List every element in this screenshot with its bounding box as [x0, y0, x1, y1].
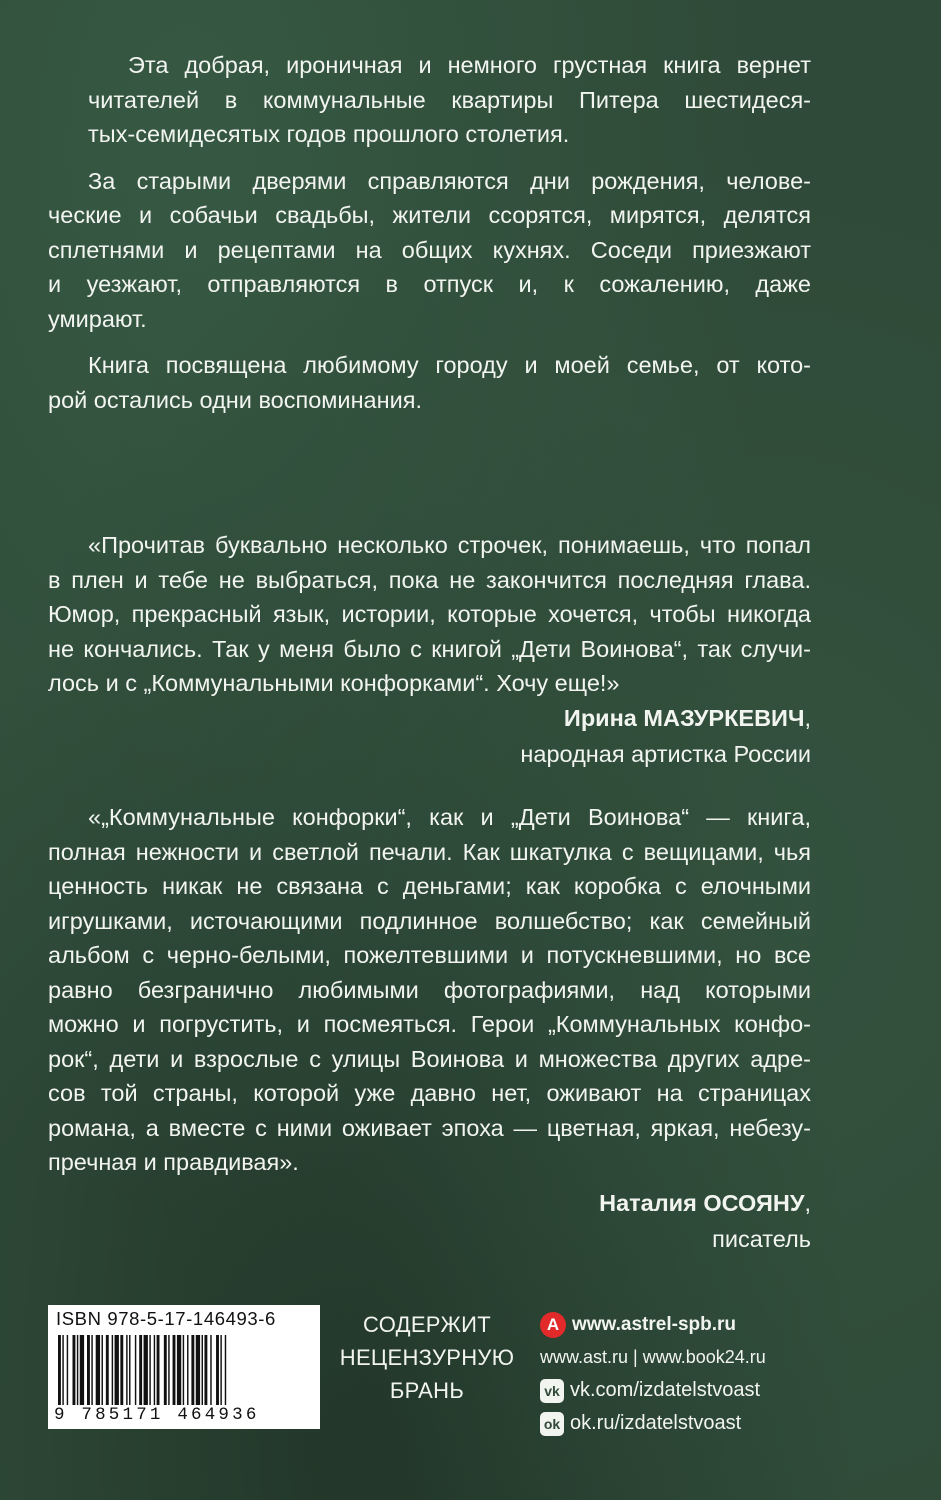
text-line: сплетнями и рецептами на общих кухнях. Соседи приезжают: [48, 236, 811, 263]
barcode-bar: [187, 1335, 188, 1405]
text-line: можно и погрустить, и посмеяться. Герои „Коммунальных конфо-: [48, 1011, 811, 1037]
barcode-digits: 9 785171 464936: [54, 1405, 260, 1425]
text-line: полная нежности и светлой печали. Как шкатулка с вещицами, чья: [48, 838, 811, 865]
text-line: умирают.: [48, 305, 147, 332]
text-line: «Прочитав буквально несколько строчек, понимаешь, что попал: [88, 532, 811, 558]
text-line: не кончались. Так у меня было с книгой „Дети Воинова“, так случи-: [48, 635, 811, 662]
annotation-paragraph-2: [48, 164, 811, 337]
vk-row: [540, 1374, 815, 1407]
review-1: [48, 528, 811, 772]
barcode-bar: [139, 1335, 142, 1405]
text-line: читателей в коммунальные квартиры Питера шестидеся-: [88, 86, 811, 113]
comma: ,: [804, 704, 811, 731]
barcode-bar: [80, 1335, 84, 1405]
barcode-bar: [77, 1335, 78, 1405]
barcode-bar: [62, 1335, 63, 1405]
ok-link[interactable]: ok.ru/izdatelstvoast: [570, 1412, 742, 1434]
review-1-author: Ирина МАЗУРКЕВИЧ: [563, 704, 805, 731]
review-1-attribution: [48, 700, 811, 772]
warning-line: СОДЕРЖИТ: [363, 1312, 491, 1337]
ast-logo-icon: А: [540, 1312, 566, 1338]
text-line: Юмор, прекрасный язык, истории, которые хочется, чтобы никогда: [48, 601, 811, 627]
text-line: рок“, дети и взрослые с улицы Воинова и множества других адре-: [48, 1045, 811, 1072]
sites-link[interactable]: www.ast.ru | www.book24.ru: [540, 1347, 766, 1367]
review-2-role: писатель: [712, 1225, 811, 1252]
vk-icon: vk: [540, 1379, 564, 1403]
warning-line: БРАНЬ: [389, 1378, 465, 1403]
text-line: тых-семидесятых годов прошлого столетия.: [88, 121, 570, 147]
barcode-bar: [202, 1335, 203, 1405]
barcode-bar: [157, 1335, 160, 1405]
text-line: равно безгранично любимыми фотографиями, над которыми: [48, 976, 811, 1003]
review-2-quote: [48, 800, 811, 1180]
barcode-bar: [144, 1335, 148, 1405]
publisher-links: [540, 1308, 815, 1440]
barcode-box: [48, 1305, 320, 1429]
text-line: альбом с черно-белыми, пожелтевшими и потускневшими, но все: [48, 942, 811, 968]
barcode-bar: [87, 1335, 90, 1405]
review-2-attribution: [48, 1185, 811, 1257]
text-line: пречная и правдивая».: [48, 1149, 299, 1175]
text-line: рой остались одни воспоминания.: [48, 386, 422, 413]
barcode-bar: [91, 1335, 92, 1405]
barcode-bar: [164, 1335, 167, 1405]
warning-line: НЕЦЕНЗУРНУЮ: [339, 1345, 515, 1370]
text-line: и уезжают, отправляются в отпуск и, к сожалению, даже: [48, 271, 811, 297]
publisher-site-link[interactable]: www.astrel-spb.ru: [572, 1313, 736, 1335]
annotation-paragraph-3: [48, 348, 811, 417]
review-2: [48, 800, 811, 1257]
barcode-bar: [96, 1335, 100, 1405]
barcode-bar: [129, 1335, 130, 1405]
barcode-bar: [191, 1335, 194, 1405]
barcode-bar: [102, 1335, 103, 1405]
barcode-bar: [112, 1335, 113, 1405]
barcode-bar: [210, 1335, 211, 1405]
barcode-bar: [149, 1335, 150, 1405]
review-1-role: народная артистка России: [520, 740, 811, 767]
barcode-icon: [56, 1335, 312, 1405]
barcode-bar: [168, 1335, 169, 1405]
ok-icon: ok: [540, 1412, 564, 1436]
sites-row: [540, 1341, 815, 1374]
barcode-bar: [173, 1335, 176, 1405]
text-line: За старыми дверями справляются дни рождения, челове-: [88, 167, 811, 194]
barcode-bar: [135, 1335, 136, 1405]
text-line: «„Коммунальные конфорки“, как и „Дети Воинова“ — книга,: [88, 804, 811, 830]
barcode-bar: [58, 1335, 61, 1405]
barcode-bar: [120, 1335, 123, 1405]
barcode-bar: [67, 1335, 68, 1405]
ok-row: [540, 1407, 815, 1440]
text-line: сов той страны, которой уже давно нет, оживают на страницах: [48, 1080, 811, 1106]
barcode-bar: [106, 1335, 109, 1405]
content-warning: [337, 1308, 517, 1407]
isbn-label: ISBN 978-5-17-146493-6: [56, 1308, 276, 1329]
barcode-bar: [73, 1335, 76, 1405]
comma: ,: [804, 1189, 811, 1216]
barcode-bar: [154, 1335, 155, 1405]
barcode-bar: [196, 1335, 200, 1405]
text-line: Эта добрая, ироничная и немного грустная книга вернет: [128, 52, 811, 78]
text-line: в плен и тебе не выбраться, пока не закончится последняя глава.: [48, 566, 811, 593]
review-1-quote: [48, 528, 811, 701]
barcode-bar: [126, 1335, 127, 1405]
text-line: ценность никак не связана с деньгами; как коробка с елочными: [48, 873, 811, 899]
barcode-bar: [183, 1335, 184, 1405]
barcode-bar: [115, 1335, 119, 1405]
annotation: [48, 48, 811, 417]
text-line: ческие и собачьи свадьбы, жители ссорятся, мирятся, делятся: [48, 202, 811, 228]
barcode-bar: [204, 1335, 207, 1405]
barcode-bar: [177, 1335, 181, 1405]
text-line: романа, а вместе с ними оживает эпоха — цветная, яркая, небезу-: [48, 1114, 811, 1141]
text-line: лось и с „Коммунальными конфорками“. Хочу еще!»: [48, 670, 620, 696]
text-line: игрушками, источающими подлинное волшебство; как семейный: [48, 907, 811, 934]
publisher-site-row: [540, 1308, 815, 1341]
barcode-bar: [225, 1335, 226, 1405]
text-line: Книга посвящена любимому городу и моей семье, от кото-: [88, 352, 811, 378]
barcode-bar: [216, 1335, 219, 1405]
annotation-paragraph-1: [48, 48, 811, 152]
vk-link[interactable]: vk.com/izdatelstvoast: [570, 1379, 761, 1401]
review-2-author: Наталия ОСОЯНУ: [599, 1189, 805, 1216]
barcode-bar: [220, 1335, 221, 1405]
